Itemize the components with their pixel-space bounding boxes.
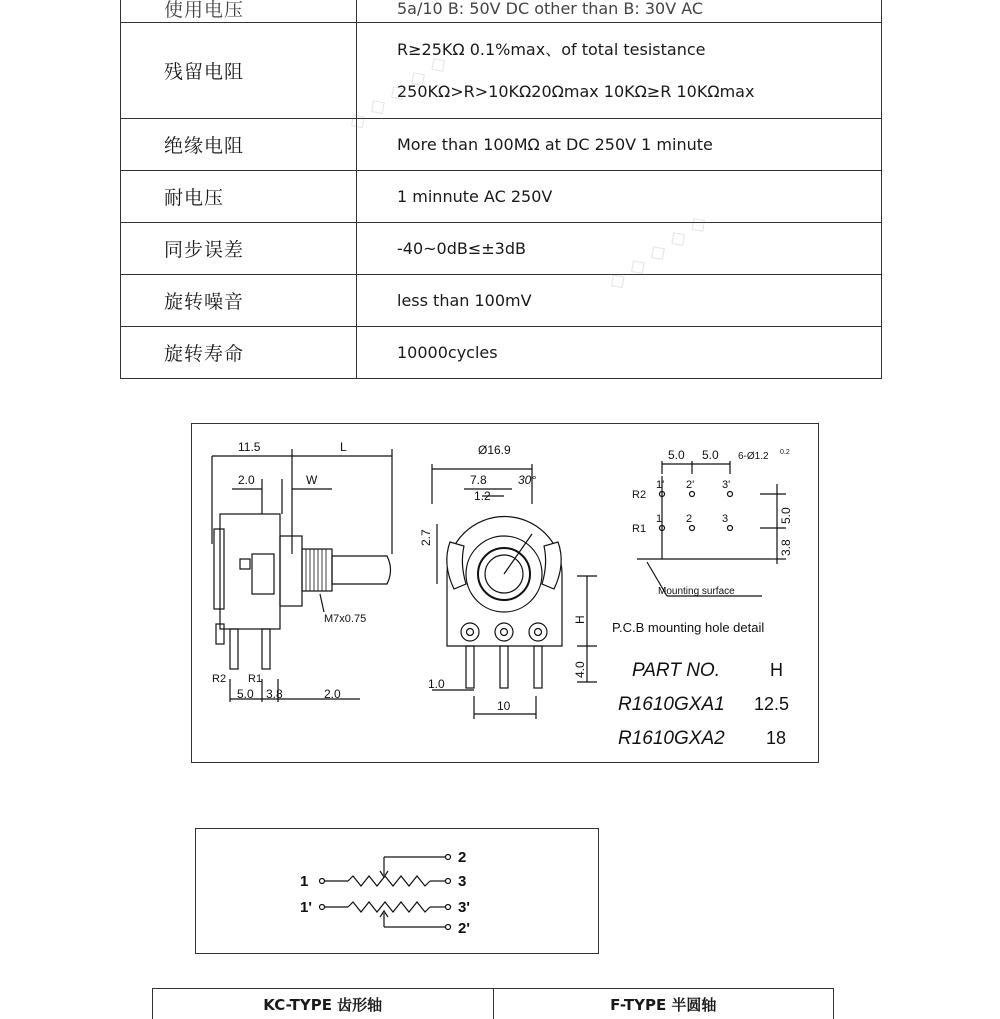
spec-value-line: R≥25KΩ 0.1%max、of total tesistance (397, 39, 706, 59)
terminal-1: 1 (300, 873, 309, 890)
pcb-row-r1: R1 (632, 523, 647, 535)
shaft-type-f: F-TYPE 半圆轴 (493, 989, 834, 1019)
spec-value (357, 0, 882, 23)
spec-value-line: less than 100mV (397, 290, 532, 310)
shaft-type-kc: KC-TYPE 齿形轴 (263, 996, 383, 1014)
spec-value (357, 327, 882, 379)
pcb-caption: P.C.B mounting hole detail (612, 620, 765, 635)
spec-row (121, 171, 882, 223)
pcb-pin-3: 3 (722, 513, 729, 525)
dim-2-7: 2.7 (419, 529, 433, 546)
spec-row (121, 0, 882, 23)
schematic-diagram (196, 829, 598, 953)
spec-row (121, 23, 882, 119)
front-view (432, 464, 597, 719)
spec-value (357, 119, 882, 171)
spec-value-line: More than 100MΩ at DC 250V 1 minute (397, 134, 713, 154)
terminal-1-prime: 1' (300, 899, 312, 916)
dim-5-0-side: 5.0 (237, 687, 254, 701)
shaft-type-table (152, 988, 834, 1019)
spec-label: 耐电压 (121, 171, 357, 223)
terminal-3-prime: 3' (458, 899, 470, 916)
pcb-dim-5-0-b: 5.0 (702, 448, 719, 462)
thread-label: M7x0.75 (324, 613, 367, 625)
pcb-pin-2p: 2' (686, 479, 695, 491)
terminal-2: 2 (458, 849, 467, 866)
spec-value-line: -40~0dB≤±3dB (397, 238, 526, 258)
spec-table (120, 0, 882, 379)
spec-value (357, 23, 882, 119)
dimension-drawing (192, 424, 818, 762)
dim-dia: Ø16.9 (478, 443, 511, 457)
parts-header-h: H (770, 660, 783, 680)
dim-l: L (340, 440, 347, 454)
pin-r1-label: R1 (248, 673, 263, 685)
spec-value-line: 250KΩ>R>10KΩ20Ωmax 10KΩ≥R 10KΩmax (397, 81, 755, 101)
spec-value-line: 10000cycles (397, 342, 498, 362)
spec-value (357, 275, 882, 327)
part-row-1-h: 12.5 (754, 694, 790, 714)
spec-row (121, 275, 882, 327)
dim-11-5: 11.5 (238, 440, 261, 454)
spec-value-line: 1 minnute AC 250V (397, 186, 553, 206)
pcb-hole-sup: 0.2 (780, 449, 790, 456)
pcb-pin-2: 2 (686, 513, 693, 525)
pcb-dim-5-0-v: 5.0 (779, 507, 793, 524)
dim-7-8: 7.8 (470, 473, 487, 487)
dim-1-0: 1.0 (428, 677, 445, 691)
spec-value-line: 5a/10 B: 50V DC other than B: 30V AC (397, 0, 704, 18)
parts-header-part: PART NO. (632, 660, 720, 681)
spec-row (121, 327, 882, 379)
part-row-2-number: R1610GXA2 (618, 728, 725, 749)
dim-2-0-bottom: 2.0 (324, 687, 341, 701)
pcb-pin-1: 1 (656, 513, 663, 525)
spec-label: 残留电阻 (121, 23, 357, 119)
dim-3-8-side: 3.8 (266, 687, 283, 701)
pcb-pin-1p: 1' (656, 479, 665, 491)
spec-label: 旋转噪音 (121, 275, 357, 327)
dim-2-0-top: 2.0 (238, 473, 255, 487)
dim-4-0: 4.0 (573, 661, 587, 678)
schematic-panel (195, 828, 599, 954)
pin-r2-label: R2 (212, 673, 227, 685)
terminal-3: 3 (458, 873, 467, 890)
dim-1-2: 1.2 (474, 489, 491, 503)
spec-label: 同步误差 (121, 223, 357, 275)
watermark-seal: ◇ ◇ ◇ ◇ ◇ (343, 49, 452, 136)
dim-w: W (306, 473, 318, 487)
spec-label: 绝缘电阻 (121, 119, 357, 171)
spec-label: 旋转寿命 (121, 327, 357, 379)
pcb-pin-3p: 3' (722, 479, 731, 491)
pcb-hole-label: 6-Ø1.2 (738, 451, 769, 462)
mounting-surface-label: Mounting surface (658, 586, 735, 597)
part-row-2-h: 18 (766, 728, 787, 748)
dimension-drawing-panel (191, 423, 819, 763)
terminal-2-prime: 2' (458, 920, 470, 937)
part-row-1-number: R1610GXA1 (618, 694, 725, 715)
spec-row (121, 223, 882, 275)
dim-h: H (573, 615, 587, 624)
pcb-dim-3-8-v: 3.8 (779, 539, 793, 556)
spec-row (121, 119, 882, 171)
spec-value (357, 171, 882, 223)
spec-label: 使用电压 (121, 0, 357, 23)
pcb-row-r2: R2 (632, 489, 647, 501)
dim-angle: 30° (518, 473, 537, 487)
dim-10: 10 (497, 699, 511, 713)
pcb-dim-5-0-a: 5.0 (668, 448, 685, 462)
spec-value (357, 223, 882, 275)
watermark-seal: ◇ ◇ ◇ ◇ ◇ (603, 209, 712, 296)
